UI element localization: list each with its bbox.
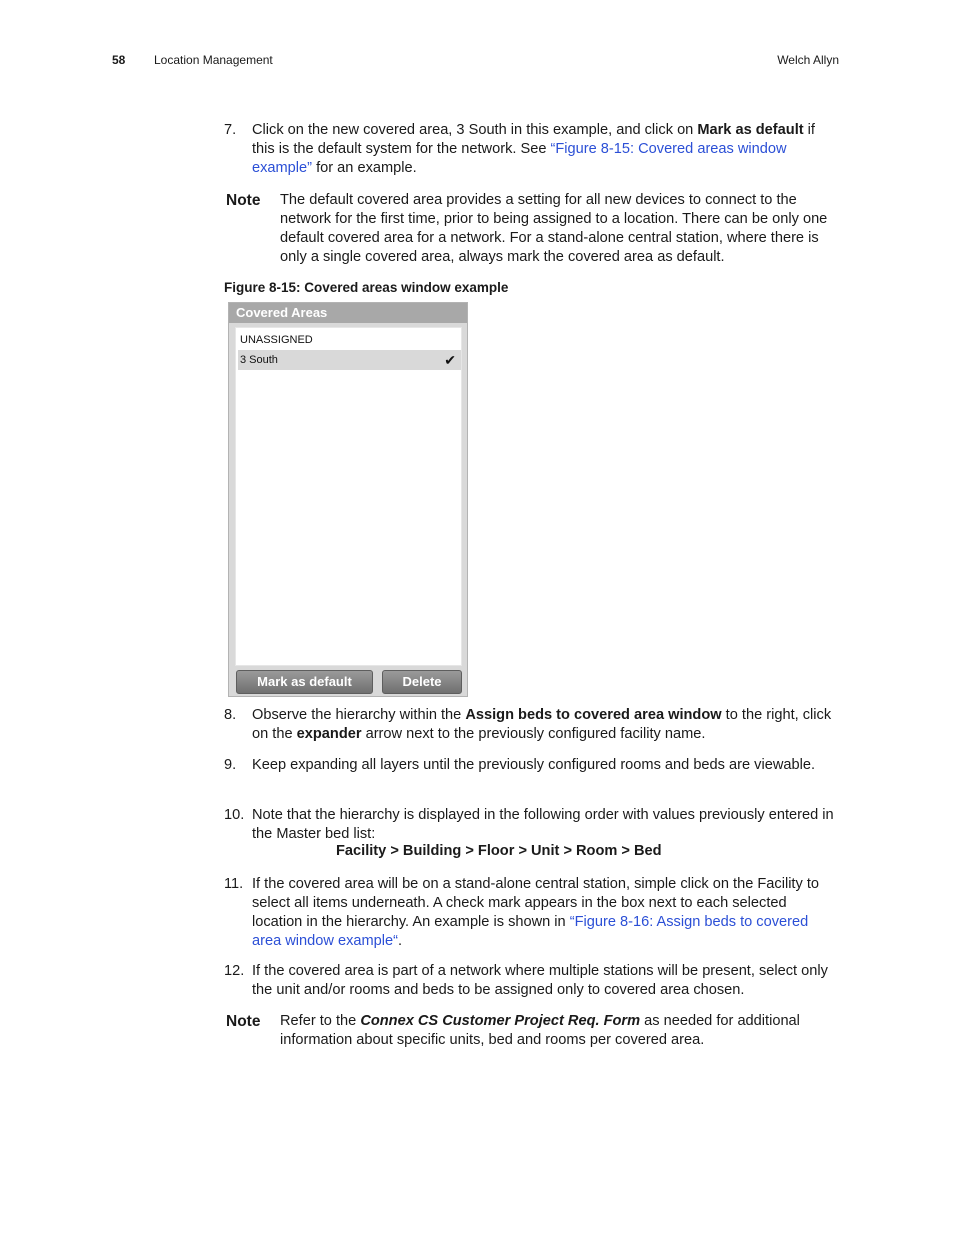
- step-number: 8.: [224, 707, 237, 723]
- text: .: [398, 933, 403, 949]
- covered-areas-window: [228, 302, 468, 697]
- figure-link[interactable]: “Figure 8-15: Covered areas window example”: [252, 141, 787, 176]
- mark-as-default-button[interactable]: Mark as default: [236, 670, 373, 694]
- note-label: Note: [226, 1013, 261, 1030]
- step-text: Note that the hierarchy is displayed in the following order with values previously entered in the Master bed list:: [252, 807, 834, 842]
- delete-button[interactable]: Delete: [382, 670, 462, 694]
- text: Click on the new covered area, 3 South in this example, and click on: [252, 122, 698, 138]
- text: if this is the default system for the network. See: [252, 122, 815, 157]
- figure-link[interactable]: “Figure 8-16: Assign beds to covered area window example“: [252, 914, 809, 949]
- form-name: Connex CS Customer Project Req. Form: [360, 1013, 641, 1029]
- check-icon: ✔: [444, 352, 456, 368]
- brand-name: Welch Allyn: [777, 53, 839, 67]
- note-label: Note: [226, 192, 261, 209]
- list-item-unassigned[interactable]: [238, 330, 461, 350]
- note-text: The default covered area provides a setting for all new devices to connect to the network for the first time, prior to being assigned to a location. There can be only one default covered area for a network. For a stand-alone central station, where there is only a single covered area, always mark the covered area as default.: [280, 192, 828, 265]
- step-number: 9.: [224, 757, 237, 773]
- text: as needed for additional information about specific units, bed and rooms per covered area.: [280, 1013, 800, 1048]
- window-title: Covered Areas: [229, 303, 467, 323]
- text: Refer to the: [280, 1013, 361, 1029]
- step-number: 7.: [224, 122, 237, 138]
- covered-areas-list: [235, 327, 462, 666]
- note-text: [280, 1012, 840, 1050]
- text: to the right, click on the: [252, 707, 832, 742]
- list-item-label: UNASSIGNED: [240, 334, 313, 346]
- step-text: [252, 121, 840, 178]
- bold-text: Assign beds to covered area window: [465, 707, 722, 723]
- list-item-3-south[interactable]: [238, 350, 461, 370]
- text: If the covered area will be on a stand-alone central station, simple click on the Facility to select all items underneath. A check mark appears in the box next to each selected location in the hierarchy. An example is shown in: [252, 876, 820, 930]
- step-text: Keep expanding all layers until the previously configured rooms and beds are viewable.: [252, 757, 816, 773]
- figure-caption: Figure 8-15: Covered areas window example: [224, 280, 509, 295]
- list-item-label: 3 South: [240, 354, 278, 366]
- text: for an example.: [312, 160, 417, 176]
- step-text: If the covered area is part of a network where multiple stations will be present, select only the unit and/or rooms and beds to be assigned only to covered area chosen.: [252, 963, 828, 998]
- step-number: 11.: [224, 876, 244, 892]
- step-text: [252, 875, 840, 951]
- text: arrow next to the previously configured facility name.: [361, 726, 706, 742]
- bold-text: Mark as default: [697, 122, 804, 138]
- step-number: 12.: [224, 963, 245, 979]
- section-title: Location Management: [154, 53, 273, 67]
- bold-text: expander: [296, 726, 362, 742]
- text: Observe the hierarchy within the: [252, 707, 466, 723]
- hierarchy-order: Facility > Building > Floor > Unit > Room > Bed: [336, 843, 662, 859]
- step-text: [252, 706, 840, 744]
- step-number: 10.: [224, 807, 245, 823]
- page-number: 58: [112, 53, 126, 67]
